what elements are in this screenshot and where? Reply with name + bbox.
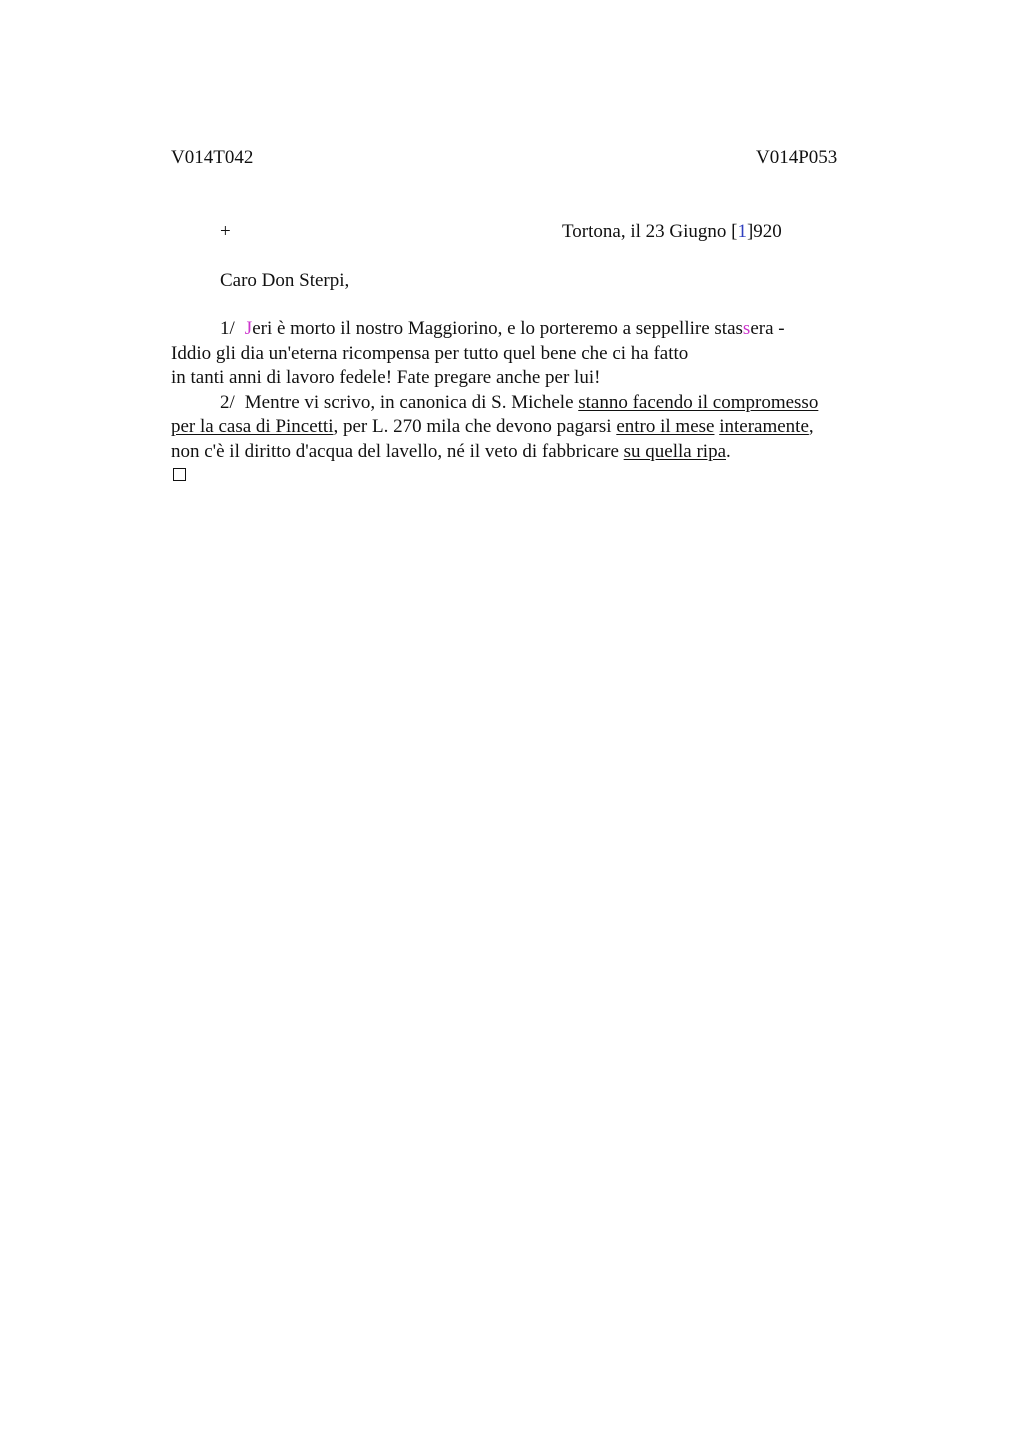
para1-line1-b: era - xyxy=(750,318,785,339)
salutation: Caro Don Sterpi, xyxy=(220,270,350,291)
para2-number: 2/ xyxy=(220,392,235,413)
para2-line2-underlined-2: entro il mese xyxy=(616,416,715,437)
para1-line1-a: eri è morto il nostro Maggiorino, e lo porteremo a seppellire stas xyxy=(252,318,743,339)
para1-line1 xyxy=(220,317,785,341)
para2-line2-a: , per L. 270 mila che devono pagarsi xyxy=(333,416,617,437)
cross-mark: + xyxy=(220,221,231,242)
para1-initial: J xyxy=(244,318,253,339)
place-date-bracket-digit: 1 xyxy=(737,221,747,242)
para2-line2-underlined-3: interamente xyxy=(719,416,809,437)
para2-line2 xyxy=(171,415,814,439)
para2-line2-underlined: per la casa di Pincetti xyxy=(171,416,334,437)
para1-line1-mark: s xyxy=(742,318,751,339)
right-code: V014P053 xyxy=(756,147,838,168)
para2-line1 xyxy=(220,391,818,415)
left-code: V014T042 xyxy=(171,147,254,168)
para1-line3: in tanti anni di lavoro fedele! Fate pregare anche per lui! xyxy=(171,367,601,388)
para2-line3-underlined: su quella ripa xyxy=(623,441,727,462)
para2-line3-a: non c'è il diritto d'acqua del lavello, né il veto di fabbricare xyxy=(171,441,624,462)
place-date-prefix: Tortona, il 23 Giugno [ xyxy=(562,221,738,242)
place-date xyxy=(562,220,782,244)
para1-line2: Iddio gli dia un'eterna ricompensa per tutto quel bene che ci ha fatto xyxy=(171,343,689,364)
para2-line3-b: . xyxy=(726,441,731,462)
square-outline-icon xyxy=(173,468,186,481)
para2-line2-c: , xyxy=(808,416,814,437)
para2-line3 xyxy=(171,440,731,464)
para2-line1-a: Mentre vi scrivo, in canonica di S. Michele xyxy=(244,392,579,413)
para2-line1-underlined: stanno facendo il compromesso xyxy=(578,392,819,413)
para1-number: 1/ xyxy=(220,318,235,339)
place-date-suffix: ]920 xyxy=(746,221,782,242)
